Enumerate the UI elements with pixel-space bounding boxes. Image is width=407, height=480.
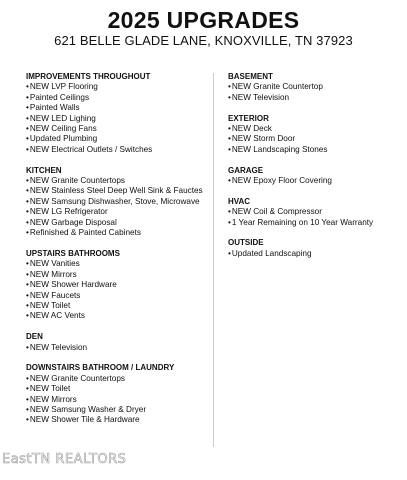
list-item: • NEW Ceiling Fans — [26, 124, 208, 134]
list-item: • NEW Toilet — [26, 384, 208, 394]
list-item: • NEW Television — [26, 343, 208, 353]
section-heading: GARAGE — [228, 165, 264, 175]
list-item: • NEW Storm Door — [228, 134, 398, 144]
list-item: • NEW LVP Flooring — [26, 82, 208, 92]
list-item: • NEW LG Refrigerator — [26, 207, 208, 217]
upgrade-section — [228, 72, 398, 103]
list-item: • NEW AC Vents — [26, 311, 208, 321]
upgrade-section — [26, 363, 208, 425]
upgrade-section — [26, 166, 208, 239]
list-item: • Updated Plumbing — [26, 134, 208, 144]
list-item: • Painted Ceilings — [26, 93, 208, 103]
list-item: • NEW Shower Hardware — [26, 280, 208, 290]
section-heading: UPSTAIRS BATHROOMS — [26, 248, 120, 258]
list-item: • NEW Shower Tile & Hardware — [26, 415, 208, 425]
upgrade-section — [228, 166, 398, 187]
list-item: • Painted Walls — [26, 103, 208, 113]
upgrade-section — [228, 238, 398, 259]
list-item: • NEW Deck — [228, 124, 398, 134]
list-item: • Refinished & Painted Cabinets — [26, 228, 208, 238]
list-item: • NEW Granite Countertops — [26, 176, 208, 186]
right-column — [228, 72, 398, 270]
upgrade-list — [26, 176, 208, 238]
upgrade-list — [228, 176, 398, 186]
list-item: • NEW Stainless Steel Deep Well Sink & Fauctes — [26, 186, 208, 196]
upgrade-section — [228, 114, 398, 156]
list-item: • NEW Granite Countertops — [26, 374, 208, 384]
list-item: • NEW Garbage Disposal — [26, 218, 208, 228]
upgrade-list — [26, 259, 208, 321]
upgrade-list — [26, 343, 208, 353]
list-item: • NEW Epoxy Floor Covering — [228, 176, 398, 186]
section-heading: HVAC — [228, 196, 251, 206]
column-divider — [213, 73, 214, 447]
upgrade-section — [26, 332, 208, 353]
list-item: • NEW Electrical Outlets / Switches — [26, 145, 208, 155]
list-item: • NEW Mirrors — [26, 270, 208, 280]
list-item: • NEW Samsung Dishwasher, Stove, Microwave — [26, 197, 208, 207]
list-item: • NEW Mirrors — [26, 395, 208, 405]
left-column — [26, 72, 208, 436]
upgrade-list — [26, 82, 208, 155]
section-heading: DEN — [26, 332, 43, 342]
watermark-logo: EastTN REALTORS — [2, 452, 127, 467]
list-item: • NEW Samsung Washer & Dryer — [26, 405, 208, 415]
list-item: • 1 Year Remaining on 10 Year Warranty — [228, 218, 398, 228]
section-heading: OUTSIDE — [228, 238, 264, 248]
upgrade-list — [228, 207, 398, 228]
upgrade-section — [228, 197, 398, 228]
upgrade-list — [26, 374, 208, 426]
upgrade-list — [228, 249, 398, 259]
section-heading: DOWNSTAIRS BATHROOM / LAUNDRY — [26, 363, 175, 373]
list-item: • NEW Faucets — [26, 291, 208, 301]
section-heading: KITCHEN — [26, 165, 62, 175]
upgrade-list — [228, 82, 398, 103]
list-item: • NEW Landscaping Stones — [228, 145, 398, 155]
page-title: 2025 UPGRADES — [107, 7, 300, 33]
list-item: • NEW Toilet — [26, 301, 208, 311]
list-item: • NEW Vanities — [26, 259, 208, 269]
list-item: • NEW LED Lighing — [26, 114, 208, 124]
list-item: • NEW Television — [228, 93, 398, 103]
upgrade-list — [228, 124, 398, 155]
list-item: • Updated Landscaping — [228, 249, 398, 259]
upgrade-section — [26, 249, 208, 322]
upgrade-section — [26, 72, 208, 155]
section-heading: EXTERIOR — [228, 113, 269, 123]
property-address: 621 BELLE GLADE LANE, KNOXVILLE, TN 37923 — [54, 33, 353, 48]
list-item: • NEW Coil & Compressor — [228, 207, 398, 217]
list-item: • NEW Granite Countertop — [228, 82, 398, 92]
section-heading: IMPROVEMENTS THROUGHOUT — [26, 72, 151, 81]
section-heading: BASEMENT — [228, 72, 273, 81]
